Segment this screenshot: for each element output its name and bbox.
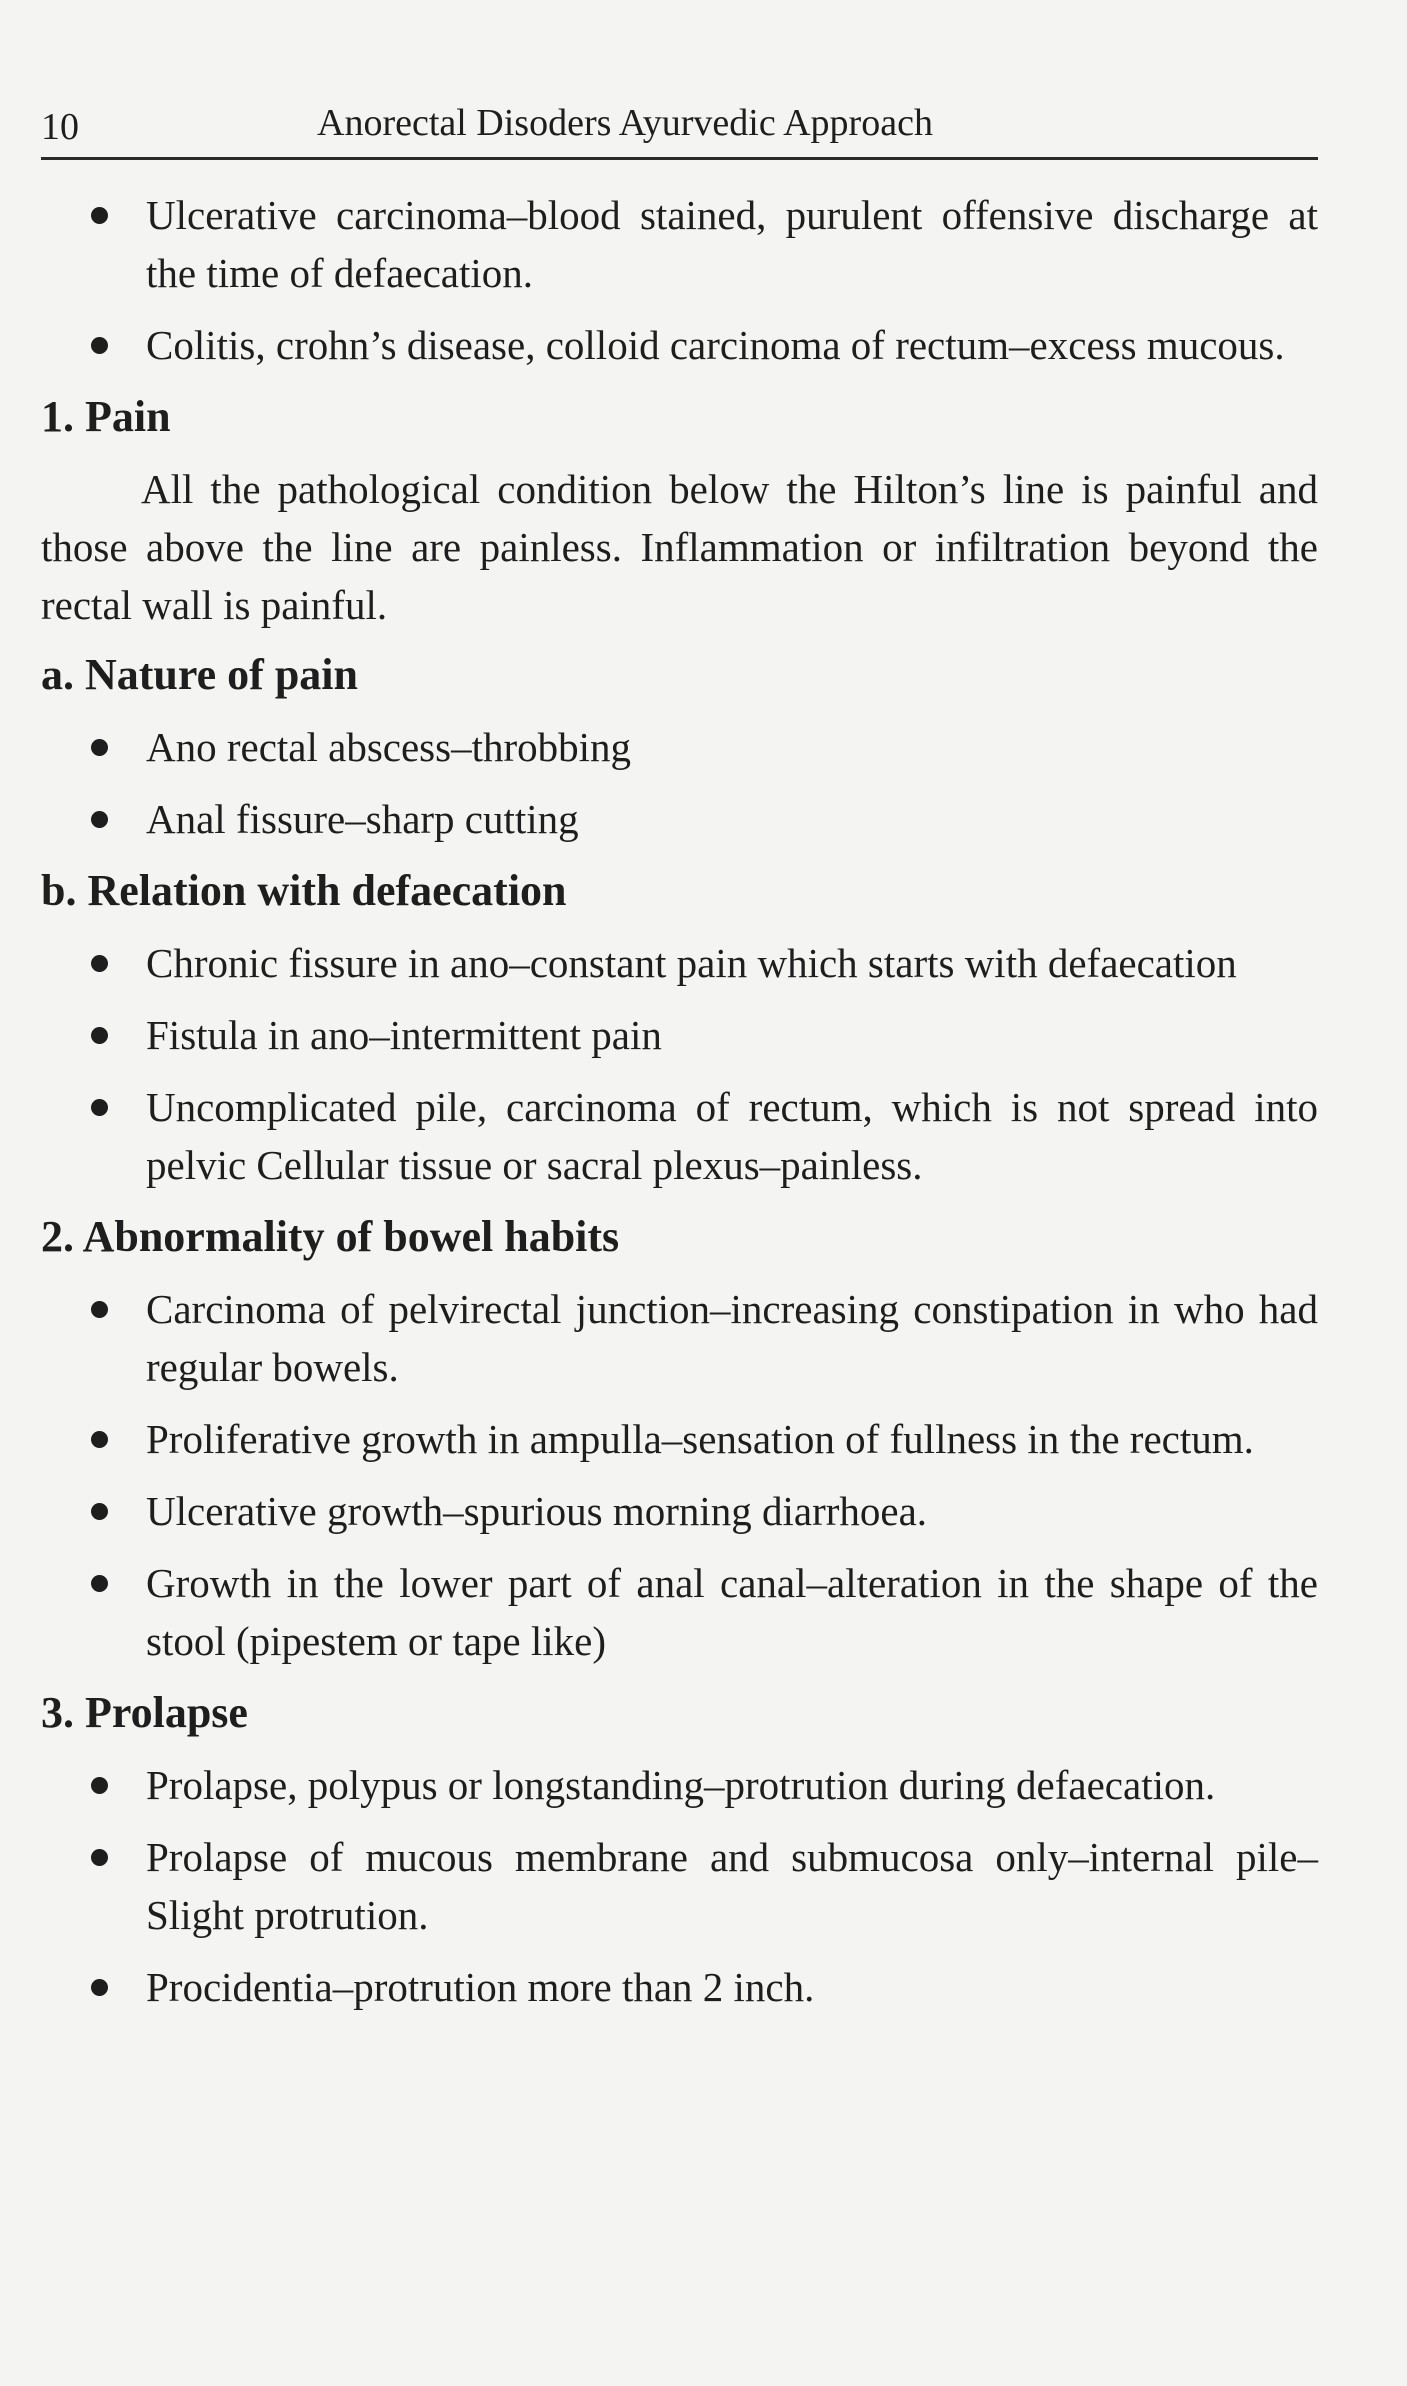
list-item-text: Ulcerative carcinoma–blood stained, purulent offensive discharge at the time of defaecation. bbox=[146, 192, 1318, 296]
list-item bbox=[41, 1482, 1318, 1540]
bullet-icon bbox=[91, 1979, 108, 1996]
bullet-icon bbox=[91, 1301, 108, 1318]
list-item-text: Proliferative growth in ampulla–sensation of fullness in the rectum. bbox=[146, 1416, 1254, 1462]
list-item bbox=[41, 1554, 1318, 1670]
list-item-text: Ano rectal abscess–throbbing bbox=[146, 724, 632, 770]
list-item bbox=[41, 934, 1318, 992]
bullet-icon bbox=[91, 1777, 108, 1794]
page-content bbox=[41, 160, 1318, 2016]
running-title: Anorectal Disoders Ayurvedic Approach bbox=[317, 102, 933, 144]
list-item-text: Prolapse of mucous membrane and submucosa only–internal pile–Slight protrution. bbox=[146, 1834, 1318, 1938]
list-item-text: Colitis, crohn’s disease, colloid carcinoma of rectum–excess mucous. bbox=[146, 322, 1285, 368]
list-item-text: Uncomplicated pile, carcinoma of rectum, which is not spread into pelvic Cellular tissue or sacral plexus–painless. bbox=[146, 1084, 1318, 1188]
bullet-icon bbox=[91, 207, 108, 224]
bullet-icon bbox=[91, 1027, 108, 1044]
list-item-text: Procidentia–protrution more than 2 inch. bbox=[146, 1964, 815, 2010]
list-item-text: Fistula in ano–intermittent pain bbox=[146, 1012, 662, 1058]
subsection-heading-nature-of-pain: a. Nature of pain bbox=[41, 650, 358, 699]
list-item bbox=[41, 1958, 1318, 2016]
list-item-text: Chronic fissure in ano–constant pain which starts with defaecation bbox=[146, 940, 1237, 986]
list-item bbox=[41, 718, 1318, 776]
list-item-text: Anal fissure–sharp cutting bbox=[146, 796, 579, 842]
section-heading-pain: 1. Pain bbox=[41, 392, 171, 441]
list-item-text: Carcinoma of pelvirectal junction–increasing constipation in who had regular bowels. bbox=[146, 1286, 1318, 1390]
body-paragraph: All the pathological condition below the Hilton’s line is painful and those above the line are painless. Inflammation or infiltration beyond the rectal wall is painful. bbox=[41, 466, 1318, 628]
list-item-text: Growth in the lower part of anal canal–alteration in the shape of the stool (pipestem or tape like) bbox=[146, 1560, 1318, 1664]
list-item bbox=[41, 1756, 1318, 1814]
bullet-icon bbox=[91, 1849, 108, 1866]
list-item bbox=[41, 1828, 1318, 1944]
book-page bbox=[41, 95, 1318, 2030]
bullet-icon bbox=[91, 955, 108, 972]
page-number: 10 bbox=[41, 106, 79, 148]
bullet-icon bbox=[91, 1431, 108, 1448]
list-item-text: Prolapse, polypus or longstanding–protrution during defaecation. bbox=[146, 1762, 1216, 1808]
list-item bbox=[41, 1006, 1318, 1064]
list-item bbox=[41, 790, 1318, 848]
list-item bbox=[41, 186, 1318, 302]
bullet-icon bbox=[91, 1503, 108, 1520]
bullet-icon bbox=[91, 1099, 108, 1116]
bullet-icon bbox=[91, 811, 108, 828]
bullet-icon bbox=[91, 739, 108, 756]
list-item bbox=[41, 1280, 1318, 1396]
section-heading-prolapse: 3. Prolapse bbox=[41, 1688, 248, 1737]
list-item bbox=[41, 1078, 1318, 1194]
list-item-text: Ulcerative growth–spurious morning diarrhoea. bbox=[146, 1488, 928, 1534]
list-item bbox=[41, 316, 1318, 374]
bullet-icon bbox=[91, 337, 108, 354]
list-item bbox=[41, 1410, 1318, 1468]
subsection-heading-relation-with-defaecation: b. Relation with defaecation bbox=[41, 866, 567, 915]
running-header bbox=[41, 95, 1318, 160]
bullet-icon bbox=[91, 1575, 108, 1592]
section-heading-bowel-habits: 2. Abnormality of bowel habits bbox=[41, 1212, 620, 1261]
